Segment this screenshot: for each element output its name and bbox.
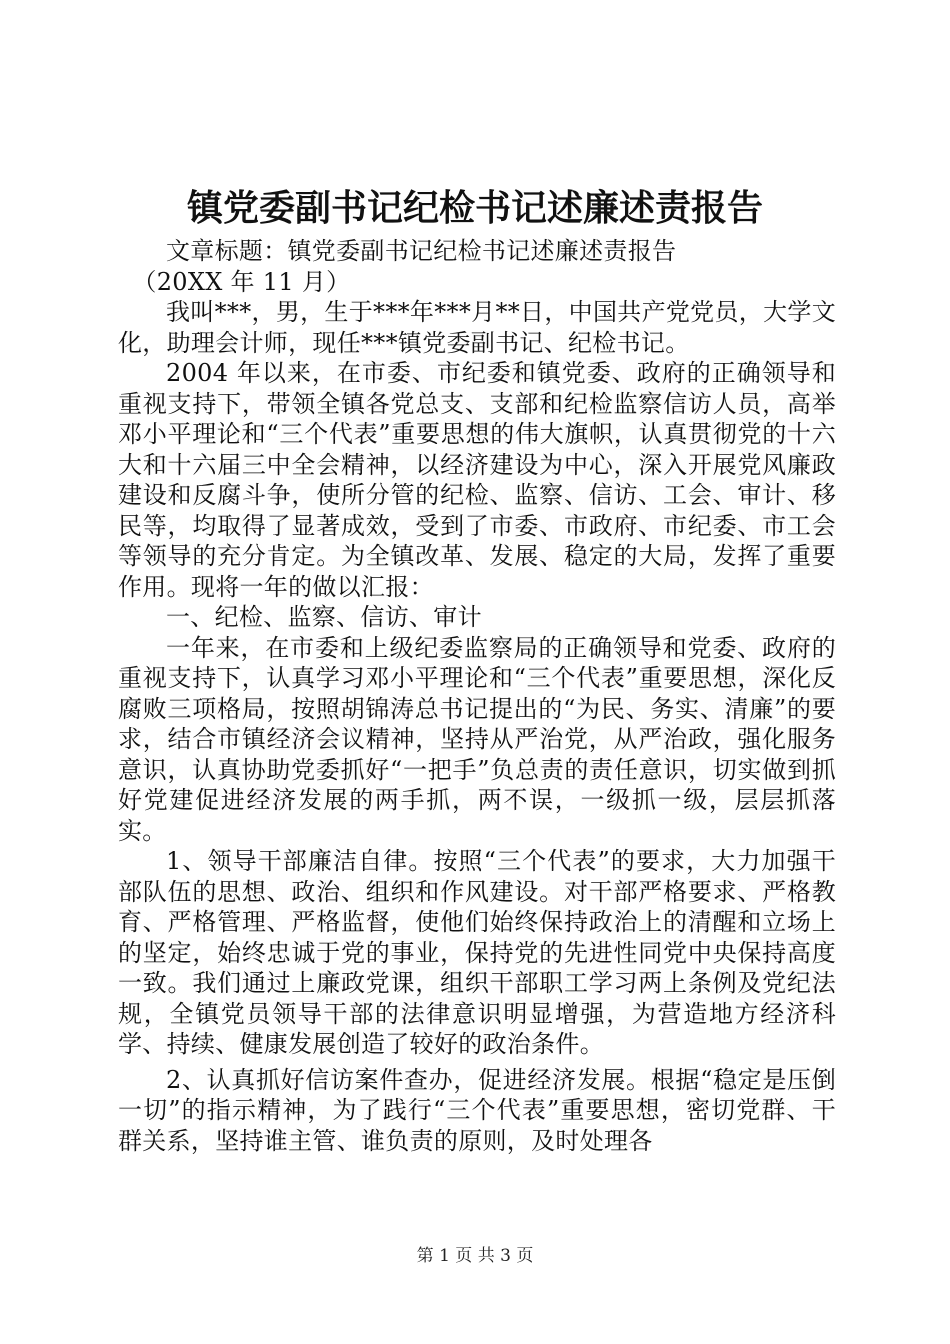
section-heading-discipline: 一、纪检、监察、信访、审计 [166, 603, 482, 631]
paragraph-overview: 2004 年以来，在市委、市纪委和镇党委、政府的正确领导和重视支持下，带领全镇各党总支、支部和纪检监察信访人员，高举邓小平理论和“三个代表”重要思想的伟大旗帜，认真贯彻党的十六大和十六届三中全会精神，以经济建设为中心，深入开展党风廉政建设和反腐斗争，使所分管的纪检、监察、信访、工会、审计、移民等，均取得了显著成效，受到了市委、市政府、市纪委、市工会等领导的充分肯定。为全镇改革、发展、稳定的大局，发挥了重要作用。现将一年的做以汇报： [118, 359, 836, 601]
document-title: 镇党委副书记纪检书记述廉述责报告 [186, 187, 763, 229]
paragraph-article-title: 文章标题：镇党委副书记纪检书记述廉述责报告 [166, 237, 677, 265]
page-footer: 第 1 页 共 3 页 [416, 1246, 534, 1266]
paragraph-date: （20XX 年 11 月） [132, 267, 351, 296]
document-body [118, 236, 836, 1156]
paragraph-item-2: 2、认真抓好信访案件查办，促进经济发展。根据“稳定是压倒一切”的指示精神，为了践行“三个代表”重要思想，密切党群、干群关系，坚持谁主管、谁负责的原则，及时处理各 [118, 1065, 836, 1155]
paragraph-intro: 我叫***，男，生于***年***月**日，中国共产党党员，大学文化，助理会计师，现任***镇党委副书记、纪检书记。 [118, 298, 836, 357]
paragraph-item-1: 1、领导干部廉洁自律。按照“三个代表”的要求，大力加强干部队伍的思想、政治、组织和作风建设。对干部严格要求、严格教育、严格管理、严格监督，使他们始终保持政治上的清醒和立场上的坚定，始终忠诚于党的事业，保持党的先进性同党中央保持高度一致。我们通过上廉政党课，组织干部职工学习两上条例及党纪法规，全镇党员领导干部的法律意识明显增强，为营造地方经济科学、持续、健康发展创造了较好的政治条件。 [118, 847, 836, 1058]
paragraph-year-review: 一年来，在市委和上级纪委监察局的正确领导和党委、政府的重视支持下，认真学习邓小平理论和“三个代表”重要思想，深化反腐败三项格局，按照胡锦涛总书记提出的“为民、务实、清廉”的要求，结合市镇经济会议精神，坚持从严治党，从严治政，强化服务意识，认真协助党委抓好“一把手”负总责的责任意识，切实做到抓好党建促进经济发展的两手抓，两不误，一级抓一级，层层抓落实。 [118, 633, 836, 845]
